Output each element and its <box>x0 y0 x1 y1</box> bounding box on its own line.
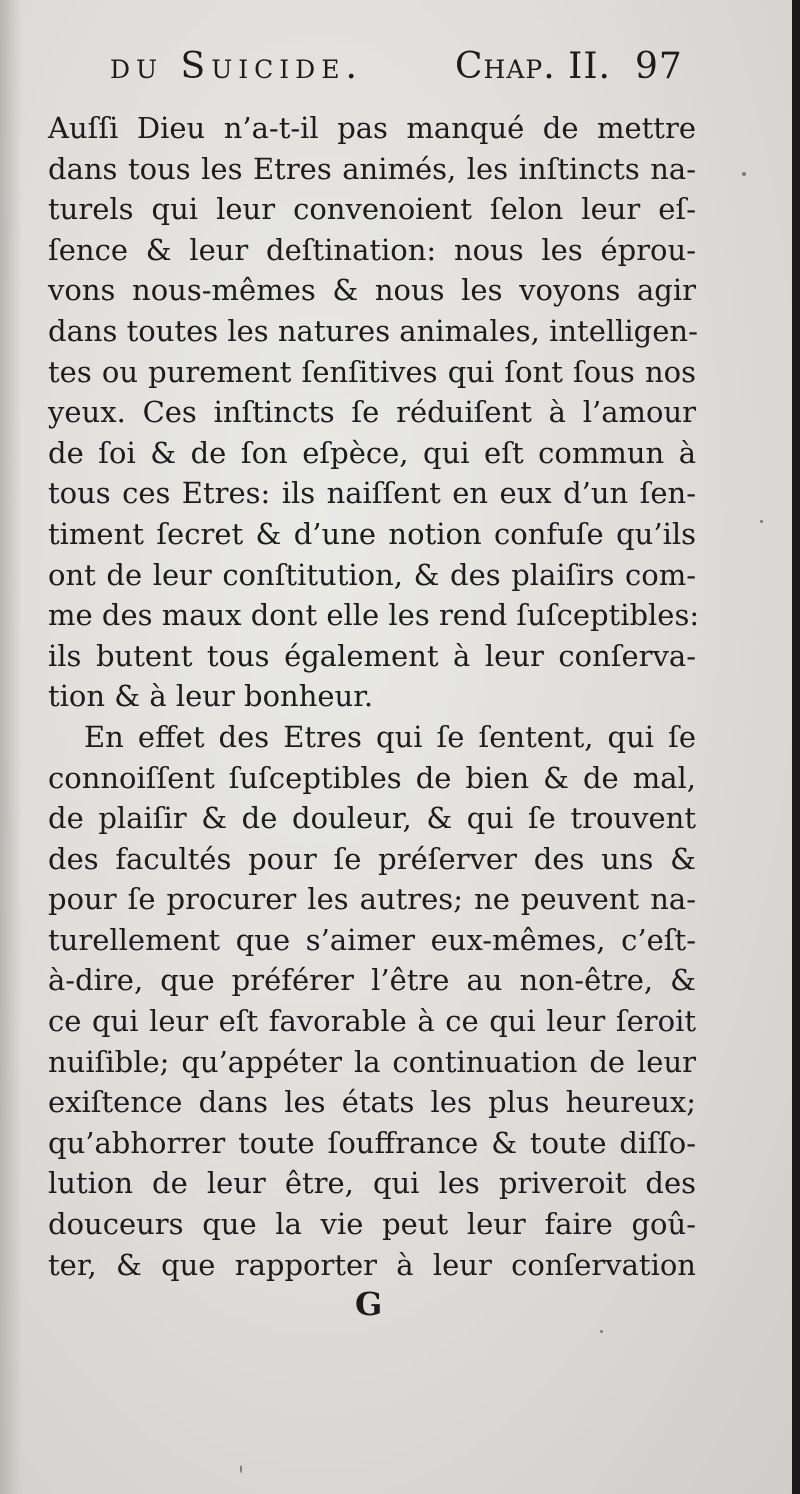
text-line: tous ces Etres: ils naiſſent en eux d’un ſen- <box>48 476 696 511</box>
text-line: ils butent tous également à leur conſerva- <box>48 638 696 673</box>
text-line: dans tous les Etres animés, les inſtincts na- <box>48 151 696 186</box>
text-line: turels qui leur convenoient ſelon leur eſ- <box>48 192 696 227</box>
text-line: de plaiſir & de douleur, & qui ſe trouvent <box>48 801 696 836</box>
paper-speck <box>240 1465 242 1473</box>
text-line: connoiſſent ſuſceptibles de bien & de mal, <box>48 760 696 795</box>
text-line: me des maux dont elle les rend ſuſceptibles: <box>48 598 700 633</box>
running-head <box>50 38 700 98</box>
paper-speck <box>742 172 746 176</box>
text-line: tes ou purement ſenſitives qui ſont ſous nos <box>48 354 696 389</box>
text-line: de ſoi & de ſon eſpèce, qui eſt commun à <box>48 435 696 470</box>
paragraph-2 <box>48 717 696 1285</box>
paper-speck <box>760 520 763 523</box>
text-line: ſence & leur deſtination: nous les éprou- <box>48 232 696 267</box>
page-right-edge <box>792 0 800 1494</box>
page-number: 97 <box>635 46 683 87</box>
text-line: à-dire, que préférer l’être au non-être, & <box>48 963 696 998</box>
signature-mark: G <box>355 1285 383 1323</box>
text-line: En effet des Etres qui ſe ſentent, qui ſe <box>84 719 696 754</box>
text-line: vons nous-mêmes & nous les voyons agir <box>48 273 696 308</box>
paper-speck <box>600 1330 603 1333</box>
text-line: lution de leur être, qui les priveroit des <box>48 1166 696 1201</box>
text-line: dans toutes les natures animales, intelligen- <box>48 313 698 348</box>
text-line: timent ſecret & d’une notion confuſe qu’ils <box>48 516 696 551</box>
text-line: ter, & que rapporter à leur conſervation <box>48 1247 696 1282</box>
text-line: ont de leur conſtitution, & des plaiſirs com- <box>48 557 696 592</box>
text-line: nuiſible; qu’appéter la continuation de leur <box>48 1044 696 1079</box>
text-line: turellement que s’aimer eux-mêmes, c’eſt- <box>48 922 696 957</box>
text-line: douceurs que la vie peut leur faire goû- <box>48 1207 696 1242</box>
paragraph-1 <box>48 108 700 717</box>
text-line: ce qui leur eſt favorable à ce qui leur ſeroit <box>48 1004 696 1039</box>
body-text <box>48 108 700 1285</box>
text-line: pour ſe procurer les autres; ne peuvent na- <box>48 882 696 917</box>
page-left-shadow <box>0 0 22 1494</box>
running-head-chapter: Chap. II. <box>455 46 611 87</box>
text-line: tion & à leur bonheur. <box>48 679 374 714</box>
text-line: Auſſi Dieu n’a-t-il pas manqué de mettre <box>48 111 696 145</box>
text-line: exiſtence dans les états les plus heureux; <box>48 1085 696 1120</box>
running-head-title: du Suicide. <box>110 46 363 87</box>
text-line: yeux. Ces inſtincts ſe réduiſent à l’amour <box>48 395 696 430</box>
text-line: des facultés pour ſe préſerver des uns & <box>48 841 696 876</box>
text-line: qu’abhorrer toute ſouffrance & toute diſſo- <box>48 1125 696 1160</box>
